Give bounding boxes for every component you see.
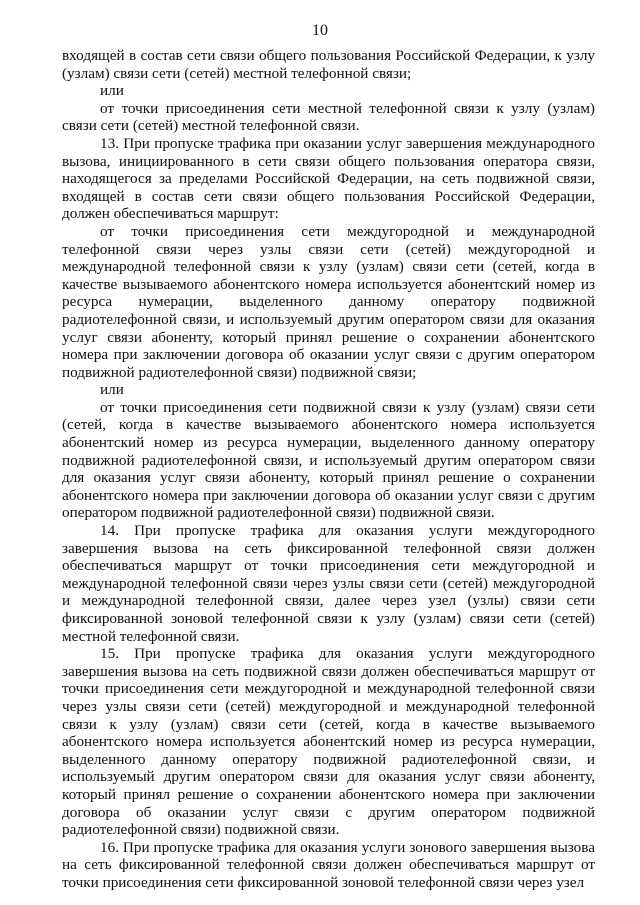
- paragraph: от точки присоединения сети местной телефонной связи к узлу (узлам) связи сети (сетей) местной телефонной связи.: [62, 99, 595, 135]
- paragraph-item-14: 14. При пропуске трафика для оказания услуги междугородного завершения вызова на сеть фиксированной телефонной связи должен обеспечиваться маршрут от точки присоединения сети междугородной и международной телефонной связи через узлы связи сети (сетей) междугородной и международной телефонной связи, далее через узел (узлы) связи сети фиксированной зоновой телефонной связи к узлу (узлам) связи сети (сетей) местной телефонной связи.: [62, 522, 595, 645]
- paragraph-or: или: [100, 82, 124, 100]
- paragraph: от точки присоединения сети подвижной связи к узлу (узлам) связи сети (сетей, когда в качестве вызываемого абонентского номера используется абонентский номер из ресурса нумерации, выделенного данному оператору подвижной радиотелефонной связи, и используемый другим оператором связи для оказания услуг связи абоненту, который принял решение о сохранении абонентского номера при заключении договора об оказании услуг связи с другим оператором подвижной радиотелефонной связи) подвижной связи.: [62, 398, 595, 522]
- paragraph-or: или: [100, 381, 124, 399]
- page-number: 10: [312, 22, 328, 39]
- paragraph-item-13: 13. При пропуске трафика при оказании услуг завершения международного вызова, инициированного в сети связи общего пользования оператора связи, находящегося за пределами Российской Федерации, на сеть подвижной связи, входящей в состав сети связи общего пользования Российской Федерации, должен обеспечиваться маршрут:: [62, 134, 595, 223]
- paragraph: от точки присоединения сети междугородной и международной телефонной связи через узлы связи сети (сетей) междугородной и международной телефонной связи к узлу (узлам) связи сети (сетей, когда в качестве вызываемого абонентского номера используется абонентский номер из ресурса нумерации, выделенного данному оператору подвижной радиотелефонной связи, и используемый другим оператором связи для оказания услуг связи абоненту, который принял решение о сохранении абонентского номера при заключении договора об оказании услуг связи с другим оператором подвижной радиотелефонной связи) подвижной связи;: [62, 222, 595, 381]
- paragraph-item-15: 15. При пропуске трафика для оказания услуги междугородного завершения вызова на сеть подвижной связи должен обеспечиваться маршрут от точки присоединения сети междугородной и международной телефонной связи через узлы связи сети (сетей) междугородной и международной телефонной связи к узлу (узлам) связи сети (сетей, когда в качестве вызываемого абонентского номера используется абонентский номер из ресурса нумерации, выделенного данному оператору подвижной радиотелефонной связи, и используемый другим оператором связи для оказания услуг связи абоненту, который принял решение о сохранении абонентского номера при заключении договора об оказании услуг связи с другим оператором подвижной радиотелефонной связи) подвижной связи.: [62, 645, 595, 839]
- paragraph-item-16: 16. При пропуске трафика для оказания услуги зонового завершения вызова на сеть фиксированной телефонной связи должен обеспечиваться маршрут от точки присоединения сети фиксированной зоновой телефонной связи через узел: [62, 838, 595, 891]
- document-body: [62, 47, 595, 892]
- paragraph-continuation: входящей в состав сети связи общего пользования Российской Федерации, к узлу (узлам) связи сети (сетей) местной телефонной связи;: [62, 47, 595, 82]
